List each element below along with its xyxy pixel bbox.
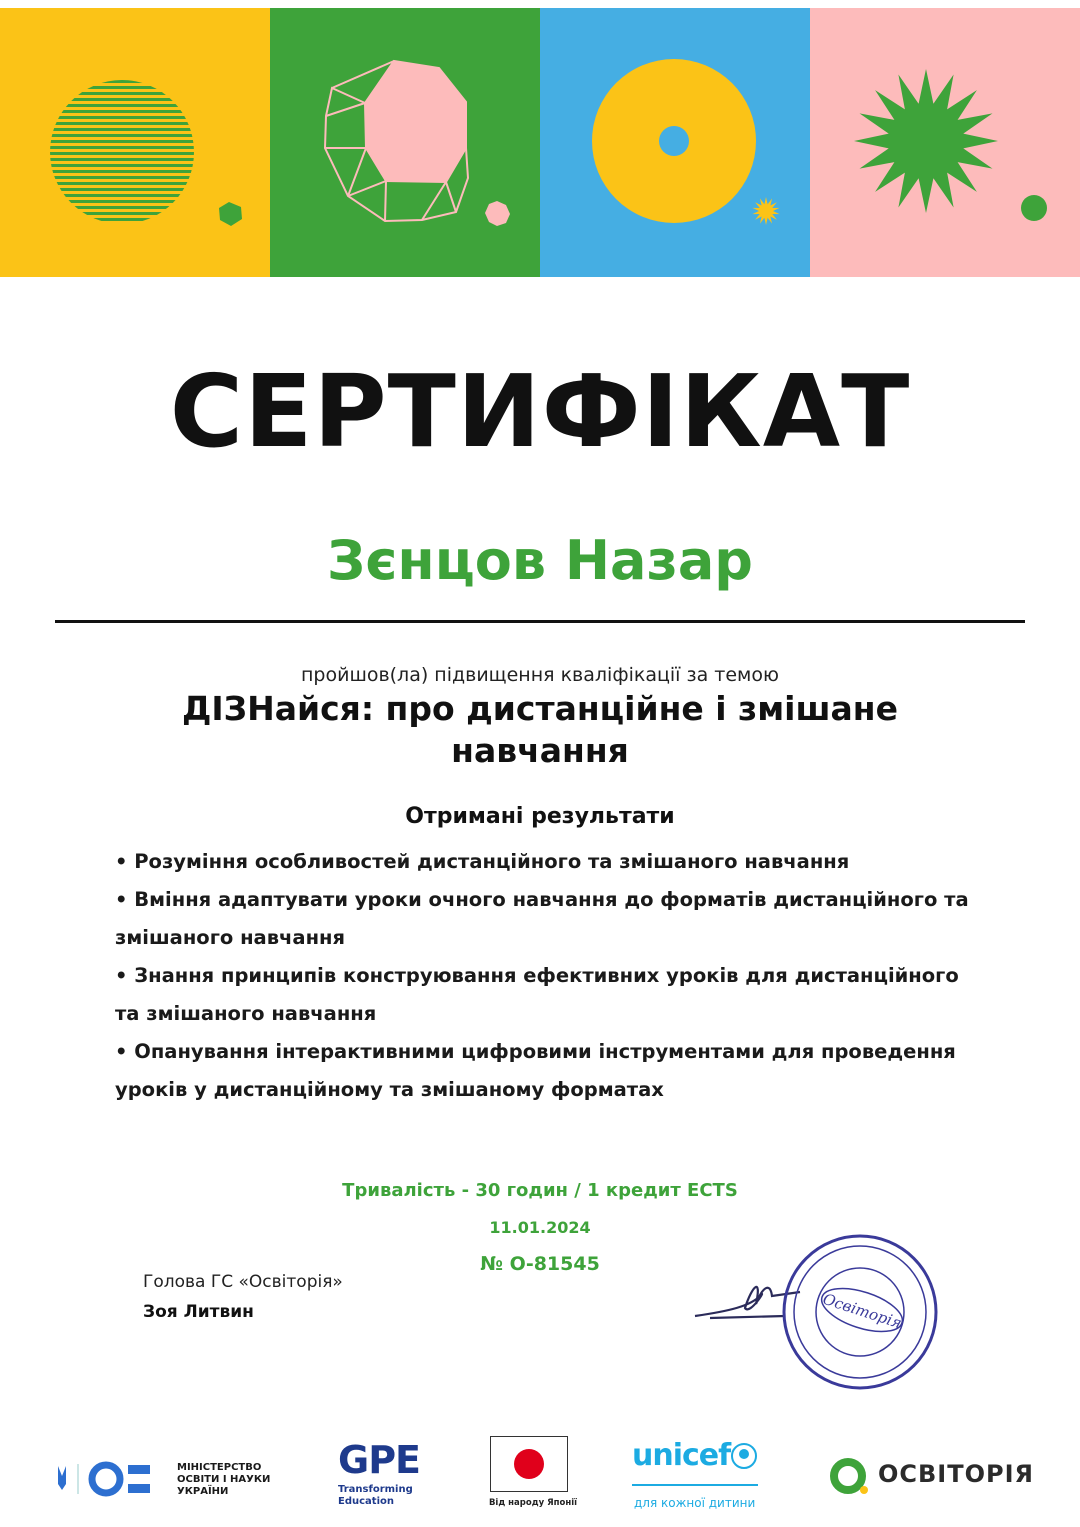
starburst-icon bbox=[810, 8, 1080, 277]
ministry-logo bbox=[52, 1454, 282, 1504]
banner-panel-green bbox=[270, 8, 540, 277]
banner-panel-blue bbox=[540, 8, 810, 277]
certificate-title: СЕРТИФІКАТ bbox=[169, 353, 911, 470]
certificate-number: № О-81545 bbox=[480, 1253, 600, 1275]
issue-date: 11.01.2024 bbox=[489, 1218, 591, 1237]
unicef-globe-icon bbox=[730, 1442, 758, 1470]
japan-logo bbox=[478, 1436, 588, 1516]
result-item: • Вміння адаптувати уроки очного навчання до форматів дистанційного та змішаного навчання bbox=[115, 888, 969, 949]
partner-logos bbox=[0, 1430, 1080, 1520]
ministry-emblem-icon bbox=[52, 1454, 172, 1504]
result-item: • Розуміння особливостей дистанційного та змішаного навчання bbox=[115, 850, 850, 873]
striped-circle-icon bbox=[0, 8, 270, 277]
results-heading: Отримані результати bbox=[405, 804, 675, 829]
stamp-text: Освіторія bbox=[820, 1289, 904, 1333]
banner-panel-yellow bbox=[0, 8, 270, 277]
result-item: • Опанування інтерактивними цифровими інструментами для проведення уроків у дистанційному та змішаному форматах bbox=[115, 1040, 956, 1101]
signature-stamp bbox=[690, 1226, 940, 1396]
japan-flag-icon bbox=[490, 1436, 568, 1492]
gpe-logo bbox=[336, 1438, 426, 1518]
results-list bbox=[115, 843, 975, 1109]
banner-panel-pink bbox=[810, 8, 1080, 277]
ministry-text: МІНІСТЕРСТВО ОСВІТИ І НАУКИ УКРАЇНИ bbox=[177, 1462, 271, 1497]
unicef-subtext: для кожної дитини bbox=[634, 1496, 756, 1510]
unicef-text: unicef bbox=[632, 1438, 731, 1473]
course-topic: ДІЗНайся: про дистанційне і змішане навчання bbox=[182, 689, 898, 770]
signatory-name: Зоя Литвин bbox=[143, 1302, 254, 1322]
recipient-name: Зєнцов Назар bbox=[327, 529, 753, 592]
duration: Тривалість - 30 годин / 1 кредит ECTS bbox=[342, 1180, 738, 1201]
polyhedron-icon bbox=[270, 8, 540, 277]
osvitoria-ring-icon bbox=[826, 1452, 876, 1502]
ring-icon bbox=[540, 8, 810, 277]
japan-text: Від народу Японії bbox=[488, 1498, 578, 1508]
signatory-title: Голова ГС «Освіторія» bbox=[143, 1272, 343, 1292]
name-underline bbox=[55, 620, 1025, 623]
osvitoria-text: ОСВІТОРІЯ bbox=[878, 1460, 1035, 1488]
unicef-logo bbox=[632, 1438, 762, 1518]
gpe-text: GPE bbox=[338, 1438, 420, 1482]
passed-text: пройшов(ла) підвищення кваліфікації за темою bbox=[300, 664, 779, 686]
osvitoria-logo bbox=[826, 1452, 1036, 1502]
decorative-banner bbox=[0, 0, 1080, 277]
result-item: • Знання принципів конструювання ефективних уроків для дистанційного та змішаного навчання bbox=[115, 964, 959, 1025]
gpe-subtext: Transforming Education bbox=[338, 1484, 413, 1507]
